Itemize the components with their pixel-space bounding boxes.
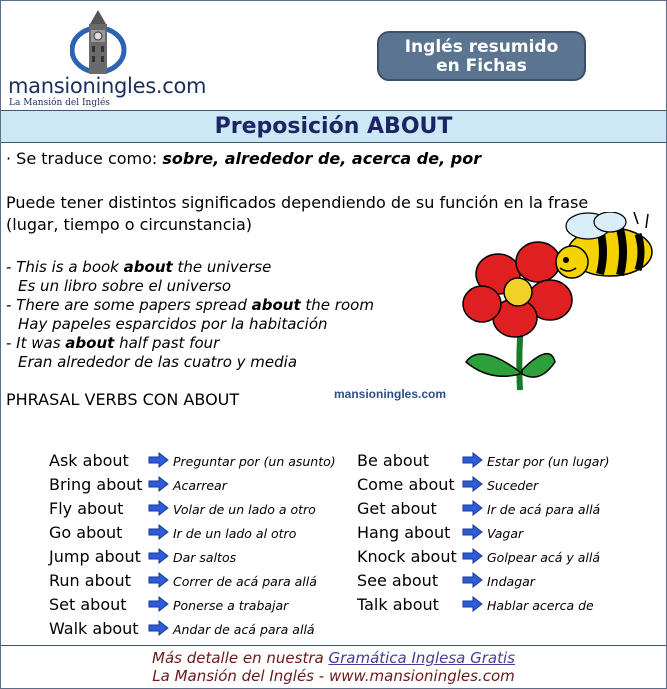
grammar-link[interactable]: Gramática Inglesa Gratis <box>328 649 515 667</box>
intro-line-3: (lugar, tiempo o circunstancia) <box>6 215 252 234</box>
badge-line-2: en Fichas <box>436 56 527 76</box>
phrasal-verb: Run about <box>49 571 131 590</box>
example-1-post: the universe <box>172 258 272 276</box>
arrow-right-icon <box>148 500 169 516</box>
footer-line-2: La Mansión del Inglés - www.mansioningles.com <box>152 667 515 685</box>
arrow-right-icon <box>148 572 169 588</box>
arrow-right-icon <box>148 476 169 492</box>
arrow-right-icon <box>462 548 483 564</box>
example-1-pre: - This is a book <box>6 258 124 276</box>
phrasal-verb-meaning: Dar saltos <box>173 550 237 565</box>
logo-subtitle: La Mansión del Inglés <box>9 98 110 108</box>
phrasal-verb: Get about <box>357 499 437 518</box>
phrasal-verb-meaning: Indagar <box>487 574 535 589</box>
phrasal-verb: Ask about <box>49 451 129 470</box>
tower-logo-icon <box>70 6 130 74</box>
arrow-right-icon <box>148 596 169 612</box>
phrasal-verb-meaning: Ir de un lado al otro <box>173 526 297 541</box>
footer-divider <box>1 645 666 646</box>
example-2-translation: Hay papeles esparcidos por la habitación <box>18 315 328 333</box>
arrow-right-icon <box>148 524 169 540</box>
arrow-right-icon <box>462 452 483 468</box>
phrasal-verb-meaning: Andar de acá para allá <box>173 622 315 637</box>
example-3 <box>6 334 219 352</box>
phrasal-heading: PHRASAL VERBS CON ABOUT <box>6 390 240 409</box>
phrasal-verb: See about <box>357 571 439 590</box>
phrasal-verb: Be about <box>357 451 430 470</box>
example-3-post: half past four <box>114 334 220 352</box>
arrow-right-icon <box>462 572 483 588</box>
phrasal-verb: Knock about <box>357 547 457 566</box>
arrow-right-icon <box>148 620 169 636</box>
arrow-right-icon <box>462 596 483 612</box>
phrasal-verb-meaning: Preguntar por (un asunto) <box>173 454 336 469</box>
badge-line-1: Inglés resumido <box>404 37 559 57</box>
arrow-right-icon <box>462 524 483 540</box>
phrasal-verb: Walk about <box>49 619 139 638</box>
arrow-right-icon <box>148 452 169 468</box>
phrasal-verb-meaning: Hablar acerca de <box>487 598 594 613</box>
example-2-post: the room <box>300 296 374 314</box>
phrasal-verb: Bring about <box>49 475 143 494</box>
logo-text: mansioningles.com <box>8 74 207 98</box>
footer-line-1-text: Más detalle en nuestra <box>152 649 329 667</box>
arrow-right-icon <box>148 548 169 564</box>
phrasal-verb-meaning: Ponerse a trabajar <box>173 598 289 613</box>
intro-translation <box>6 149 481 168</box>
phrasal-verb-meaning: Golpear acá y allá <box>487 550 601 565</box>
phrasal-verb-meaning: Estar por (un lugar) <box>487 454 610 469</box>
phrasal-verb-meaning: Volar de un lado a otro <box>173 502 316 517</box>
footer-line-1 <box>0 649 667 667</box>
phrasal-verb-meaning: Ir de acá para allá <box>487 502 601 517</box>
phrasal-verb-meaning: Acarrear <box>173 478 227 493</box>
phrasal-verb: Jump about <box>49 547 141 566</box>
example-1 <box>6 258 271 276</box>
phrasal-verb: Come about <box>357 475 455 494</box>
phrasal-verb: Hang about <box>357 523 451 542</box>
phrasal-verb: Set about <box>49 595 127 614</box>
watermark: mansioningles.com <box>334 387 447 401</box>
intro-translations: sobre, alrededor de, acerca de, por <box>162 149 482 168</box>
example-3-pre: - It was <box>6 334 66 352</box>
example-3-translation: Eran alrededor de las cuatro y media <box>18 353 298 371</box>
bee-flower-illustration-icon <box>460 212 660 392</box>
phrasal-verb-meaning: Suceder <box>487 478 539 493</box>
intro-line-2: Puede tener distintos significados dependiendo de su función en la frase <box>6 193 589 212</box>
header-badge <box>377 31 586 81</box>
page-title: Preposición ABOUT <box>1 110 666 143</box>
arrow-right-icon <box>462 500 483 516</box>
phrasal-verb-meaning: Correr de acá para allá <box>173 574 317 589</box>
example-2-pre: - There are some papers spread <box>6 296 252 314</box>
phrasal-verb: Talk about <box>357 595 439 614</box>
phrasal-verb-meaning: Vagar <box>487 526 524 541</box>
example-2 <box>6 296 374 314</box>
phrasal-verb: Go about <box>49 523 123 542</box>
phrasal-verb: Fly about <box>49 499 124 518</box>
example-1-keyword: about <box>123 258 173 276</box>
example-2-keyword: about <box>251 296 301 314</box>
arrow-right-icon <box>462 476 483 492</box>
example-3-keyword: about <box>65 334 115 352</box>
intro-bullet: · Se traduce como: <box>6 149 163 168</box>
example-1-translation: Es un libro sobre el universo <box>18 277 232 295</box>
